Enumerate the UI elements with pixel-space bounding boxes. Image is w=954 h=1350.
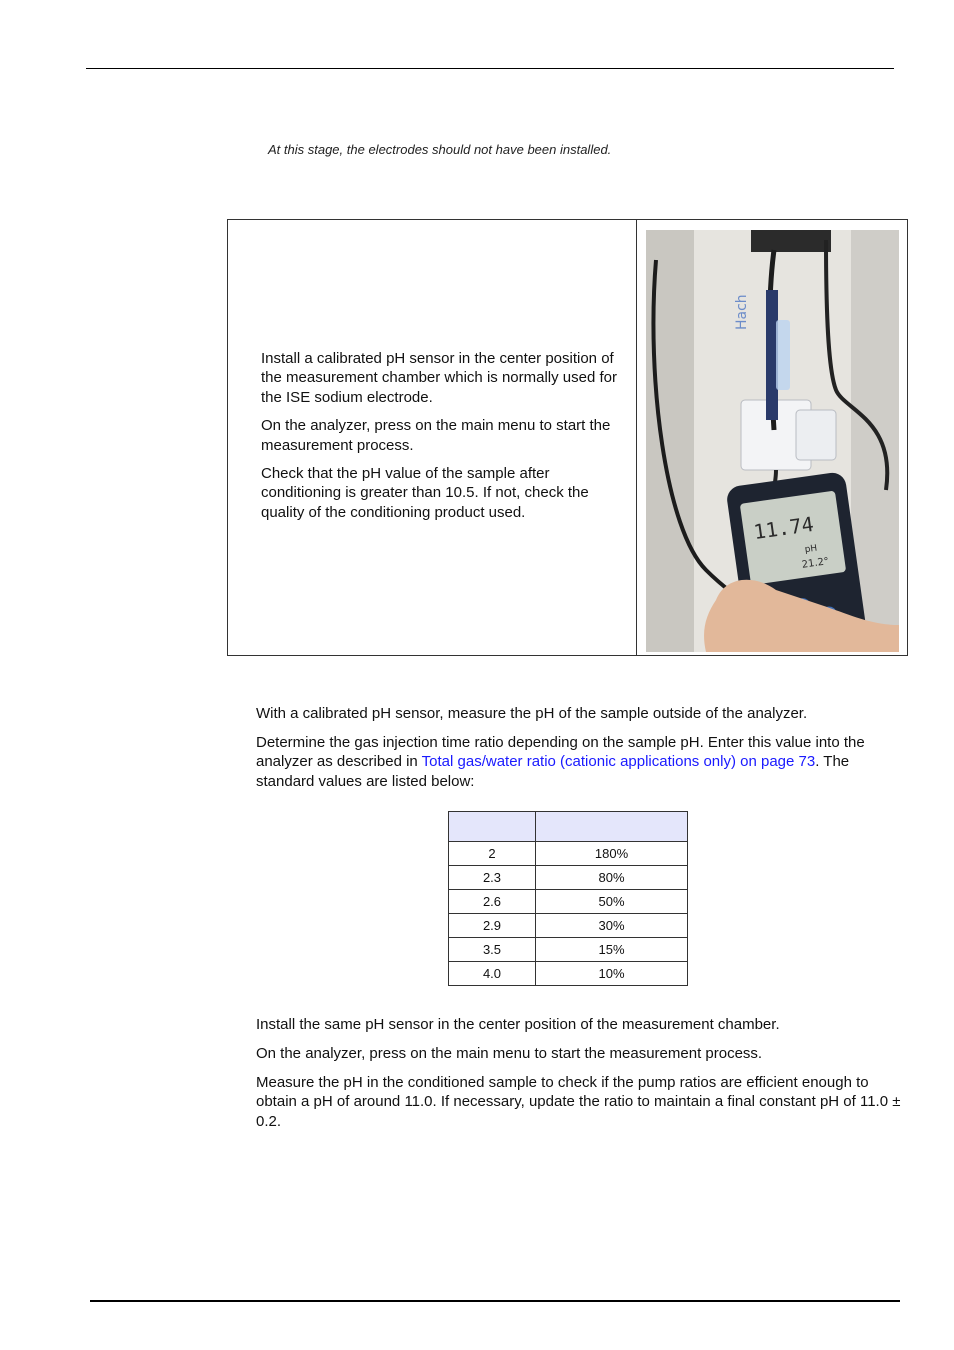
meter-unit: pH bbox=[804, 543, 818, 556]
paragraph-gas-ratio-tail: . The standard values are listed below: bbox=[256, 753, 850, 790]
meter-reading: 11.74 bbox=[752, 511, 816, 545]
table-cell-ph: 4.0 bbox=[449, 962, 536, 986]
procedure-step-3: Check that the pH value of the sample after conditioning is greater than 10.5. If not, check the quality of the conditioning product used. bbox=[261, 465, 589, 521]
table-cell-ph: 3.5 bbox=[449, 938, 536, 962]
ph-meter-photo bbox=[646, 230, 899, 652]
table-cell-ph: 2.9 bbox=[449, 914, 536, 938]
procedure-step-2: On the analyzer, press on the main menu to start the measurement process. bbox=[261, 417, 611, 454]
table-cell-ratio: 15% bbox=[536, 938, 688, 962]
table-cell-ratio: 50% bbox=[536, 890, 688, 914]
paragraph-gas-ratio-text: Determine the gas injection time ratio depending on the sample pH. Enter this value into the analyzer as described in bbox=[256, 734, 865, 771]
table-header-ratio bbox=[536, 812, 688, 842]
ratio-table bbox=[448, 811, 688, 986]
paragraph-gas-ratio bbox=[256, 733, 906, 791]
table-cell-ratio: 10% bbox=[536, 962, 688, 986]
table-cell-ph: 2 bbox=[449, 842, 536, 866]
paragraph-measure-conditioned: Measure the pH in the conditioned sample to check if the pump ratios are efficient enough to obtain a pH of around 11.0. If necessary, update the ratio to maintain a final constant pH of 11.0 ± 0.2. bbox=[256, 1074, 901, 1130]
table-row bbox=[449, 938, 688, 962]
paragraph-press-menu: On the analyzer, press on the main menu to start the measurement process. bbox=[256, 1045, 763, 1062]
meter-temp: 21.2° bbox=[801, 556, 830, 571]
gas-ratio-link[interactable]: Total gas/water ratio (cationic applications only) on page 73 bbox=[421, 753, 816, 771]
table-row bbox=[449, 890, 688, 914]
table-cell-ph: 2.6 bbox=[449, 890, 536, 914]
ph-meter-illustration bbox=[646, 230, 899, 652]
svg-text:Hach: Hach bbox=[734, 294, 750, 330]
table-cell-ratio: 80% bbox=[536, 866, 688, 890]
procedure-box bbox=[227, 219, 908, 656]
note-text: At this stage, the electrodes should not have been installed. bbox=[268, 142, 612, 157]
table-row bbox=[449, 866, 688, 890]
procedure-step-1: Install a calibrated pH sensor in the center position of the measurement chamber which is normally used for the ISE sodium electrode. bbox=[261, 350, 617, 406]
table-row bbox=[449, 842, 688, 866]
table-cell-ratio: 180% bbox=[536, 842, 688, 866]
table-row bbox=[449, 914, 688, 938]
column-divider bbox=[636, 220, 637, 655]
header-rule bbox=[86, 68, 894, 69]
footer-rule bbox=[90, 1300, 900, 1302]
table-cell-ph: 2.3 bbox=[449, 866, 536, 890]
procedure-steps bbox=[261, 349, 625, 531]
table-header-row bbox=[449, 812, 688, 842]
table-row bbox=[449, 962, 688, 986]
table-header-ph bbox=[449, 812, 536, 842]
table-cell-ratio: 30% bbox=[536, 914, 688, 938]
paragraph-install-sensor: Install the same pH sensor in the center position of the measurement chamber. bbox=[256, 1016, 780, 1033]
paragraph-measure-outside: With a calibrated pH sensor, measure the pH of the sample outside of the analyzer. bbox=[256, 705, 808, 722]
